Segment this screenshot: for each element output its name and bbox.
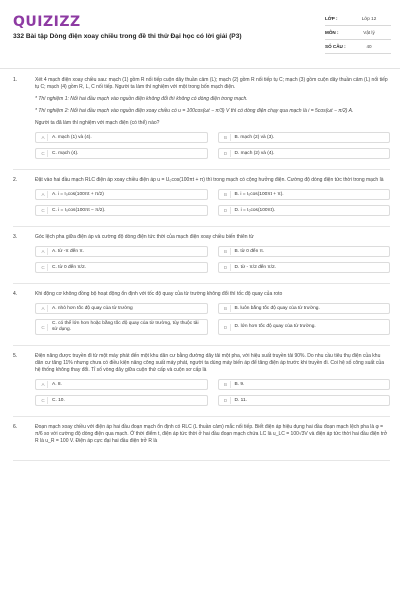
option-text: D. từ - π/2 đến π/2. bbox=[234, 264, 277, 270]
option-text: A. nhỏ hơn tốc độ quay của từ trường bbox=[52, 305, 133, 311]
option-text: D. mạch (2) và (4). bbox=[234, 150, 275, 156]
question-list bbox=[0, 77, 400, 468]
meta-value: Vật lý bbox=[363, 30, 375, 35]
answer-option-b[interactable] bbox=[218, 189, 391, 200]
answer-option-a[interactable] bbox=[35, 246, 208, 257]
option-letter: D bbox=[222, 324, 231, 331]
question-item bbox=[13, 424, 390, 461]
answer-option-d[interactable] bbox=[218, 148, 391, 159]
question-item bbox=[13, 291, 390, 346]
answer-options bbox=[35, 132, 390, 159]
header-divider bbox=[0, 68, 400, 69]
option-letter: D bbox=[222, 397, 231, 404]
option-letter: D bbox=[222, 207, 231, 214]
option-text: B. i = I₀cos(100πt + π). bbox=[234, 191, 284, 197]
question-body bbox=[35, 424, 390, 445]
question-body bbox=[35, 177, 390, 216]
question-item bbox=[13, 77, 390, 170]
meta-label: MÔN : bbox=[325, 30, 339, 35]
question-text: Đặt vào hai đầu mạch RLC điện áp xoay chiều điện áp u = U₀cos(100πt + π) thì trong mạch có cộng hưởng điện. Cường độ dòng điện tức thời trong mạch là bbox=[35, 177, 384, 183]
option-text: D. lớn hơn tốc độ quay của từ trường. bbox=[234, 324, 316, 329]
answer-option-c[interactable] bbox=[35, 319, 208, 335]
question-note: * Thí nghiệm 2: Nối hai đầu mạch vào nguồn điện xoay chiều có u = 100cos(ωt − π/3) V thì có dòng điện chạy qua mạch là i = 5cos(ωt − π/2) A. bbox=[35, 108, 354, 114]
option-letter: C bbox=[39, 397, 48, 404]
question-number: 4. bbox=[13, 291, 18, 297]
question-text: Xét 4 mạch điện xoay chiều sau: mạch (1) gồm R nối tiếp cuộn dây thuần cảm (L); mạch (2) gồm R nối tiếp tụ C; mạch (3) gồm cuộn dây thuần cảm (L) nối tiếp tụ C; mạch (4) gồm R, L, C nối tiếp. Người ta làm thí nghiệm với một trong bốn mạch điện. bbox=[35, 77, 388, 90]
option-letter: B bbox=[222, 191, 231, 198]
question-item bbox=[13, 353, 390, 417]
meta-label: LỚP : bbox=[325, 16, 338, 21]
question-body bbox=[35, 353, 390, 406]
answer-option-c[interactable] bbox=[35, 395, 208, 406]
answer-option-c[interactable] bbox=[35, 148, 208, 159]
option-letter: B bbox=[222, 381, 231, 388]
option-text: A. 8. bbox=[52, 381, 62, 387]
option-letter: B bbox=[222, 248, 231, 255]
option-text: C. có thể lớn hơn hoặc bằng tốc độ quay của từ trường, tùy thuộc tải sử dụng. bbox=[52, 321, 199, 332]
question-text: Điện năng được truyền đi từ một máy phát đến một khu dân cư bằng đường dây tải một pha, với hiệu suất truyền tải 90%. Do nhu cầu tiêu thụ điện của khu dân cư tăng 11% nhưng chưa có điều kiện nâng công suất máy phát, người ta dùng máy biến áp để tăng điện áp trước khi truyền đi. Coi hệ số công suất của hệ thống không thay đổi. Tỉ số vòng dây giữa cuộn thứ cấp và cuộn sơ cấp là bbox=[35, 353, 384, 373]
question-number: 1. bbox=[13, 77, 18, 83]
answer-option-b[interactable] bbox=[218, 246, 391, 257]
answer-option-c[interactable] bbox=[35, 205, 208, 216]
option-letter: C bbox=[39, 150, 48, 157]
option-text: A. mạch (1) và (4). bbox=[52, 134, 92, 140]
answer-options bbox=[35, 246, 390, 273]
option-letter: A bbox=[39, 248, 48, 255]
option-text: B. mạch (2) và (3). bbox=[234, 134, 275, 140]
quizizz-logo[interactable]: QUIZIZZ bbox=[13, 14, 81, 30]
meta-row bbox=[325, 26, 391, 40]
question-text: Đoạn mạch xoay chiều với điện áp hai đầu đoạn mạch ổn định có RLC (L thuần cảm) mắc nối tiếp. Biết điện áp hiệu dụng hai đầu đoạn mạch lệch pha là φ = π/6 so với cường độ dòng điện qua mạch. Ở thời điểm t, điện áp tức thời ở hai đầu đoạn mạch chứa LC là u_LC = 100√3V và điện áp tức thời hai đầu điện trở R là u_R = 100 V. Điện áp cực đại hai đầu điện trở R là bbox=[35, 424, 388, 444]
question-number: 6. bbox=[13, 424, 18, 430]
option-text: C. từ 0 đến π/2. bbox=[52, 264, 86, 270]
answer-option-d[interactable] bbox=[218, 262, 391, 273]
option-text: B. từ 0 đến π. bbox=[234, 248, 265, 254]
answer-option-d[interactable] bbox=[218, 319, 391, 335]
meta-value: Lớp 12 bbox=[361, 16, 377, 21]
answer-option-d[interactable] bbox=[218, 395, 391, 406]
answer-option-b[interactable] bbox=[218, 132, 391, 143]
question-body bbox=[35, 291, 390, 335]
option-letter: C bbox=[39, 324, 48, 331]
option-text: D. i = I₀cos(100πt). bbox=[234, 207, 276, 213]
question-number: 5. bbox=[13, 353, 18, 359]
question-number: 2. bbox=[13, 177, 18, 183]
meta-row bbox=[325, 40, 391, 54]
option-letter: A bbox=[39, 305, 48, 312]
answer-options bbox=[35, 379, 390, 406]
meta-label: SỐ CÂU : bbox=[325, 44, 346, 49]
option-text: A. i = I₀cos(100πt + π/2) bbox=[52, 191, 104, 197]
question-note: * Thí nghiệm 1: Nối hai đầu mạch vào nguồn điện không đổi thì không có dòng điện trong mạch. bbox=[35, 96, 248, 102]
option-text: C. 10. bbox=[52, 397, 65, 403]
question-item bbox=[13, 234, 390, 284]
option-letter: C bbox=[39, 264, 48, 271]
worksheet-title: 332 Bài tập Dòng điện xoay chiều trong đề thi thử Đại học có lời giải (P3) bbox=[13, 33, 242, 40]
option-letter: D bbox=[222, 150, 231, 157]
option-letter: D bbox=[222, 264, 231, 271]
answer-option-a[interactable] bbox=[35, 379, 208, 390]
option-text: C. mạch (4). bbox=[52, 150, 79, 156]
worksheet-meta bbox=[325, 12, 391, 54]
option-text: D. 11. bbox=[234, 397, 247, 403]
answer-option-b[interactable] bbox=[218, 303, 391, 314]
option-text: A. từ -π đến π. bbox=[52, 248, 84, 254]
question-text: Khi động cơ không đồng bộ hoạt động ổn định với tốc độ quay của từ trường không đổi thì tốc độ quay của roto bbox=[35, 291, 283, 297]
option-letter: A bbox=[39, 381, 48, 388]
option-letter: A bbox=[39, 134, 48, 141]
answer-option-a[interactable] bbox=[35, 303, 208, 314]
question-body bbox=[35, 234, 390, 273]
question-text: Người ta đã làm thí nghiệm với mạch điện (có thể) nào? bbox=[35, 120, 160, 126]
answer-option-d[interactable] bbox=[218, 205, 391, 216]
option-text: C. i = I₀cos(100πt − π/2). bbox=[52, 207, 106, 213]
option-letter: B bbox=[222, 134, 231, 141]
answer-option-a[interactable] bbox=[35, 132, 208, 143]
answer-option-a[interactable] bbox=[35, 189, 208, 200]
option-text: B. luôn bằng tốc độ quay của từ trường. bbox=[234, 305, 320, 311]
meta-value: 40 bbox=[366, 44, 372, 49]
option-text: B. 9. bbox=[234, 381, 245, 387]
question-number: 3. bbox=[13, 234, 18, 240]
option-letter: A bbox=[39, 191, 48, 198]
question-item bbox=[13, 177, 390, 227]
option-letter: B bbox=[222, 305, 231, 312]
answer-options bbox=[35, 189, 390, 216]
answer-option-c[interactable] bbox=[35, 262, 208, 273]
answer-option-b[interactable] bbox=[218, 379, 391, 390]
meta-row bbox=[325, 12, 391, 26]
question-text: Góc lệch pha giữa điện áp và cường độ dòng điện tức thời của mạch điện xoay chiều biến thiên từ bbox=[35, 234, 254, 240]
question-body bbox=[35, 77, 390, 159]
worksheet-header bbox=[0, 0, 400, 62]
answer-options bbox=[35, 303, 390, 335]
option-letter: C bbox=[39, 207, 48, 214]
